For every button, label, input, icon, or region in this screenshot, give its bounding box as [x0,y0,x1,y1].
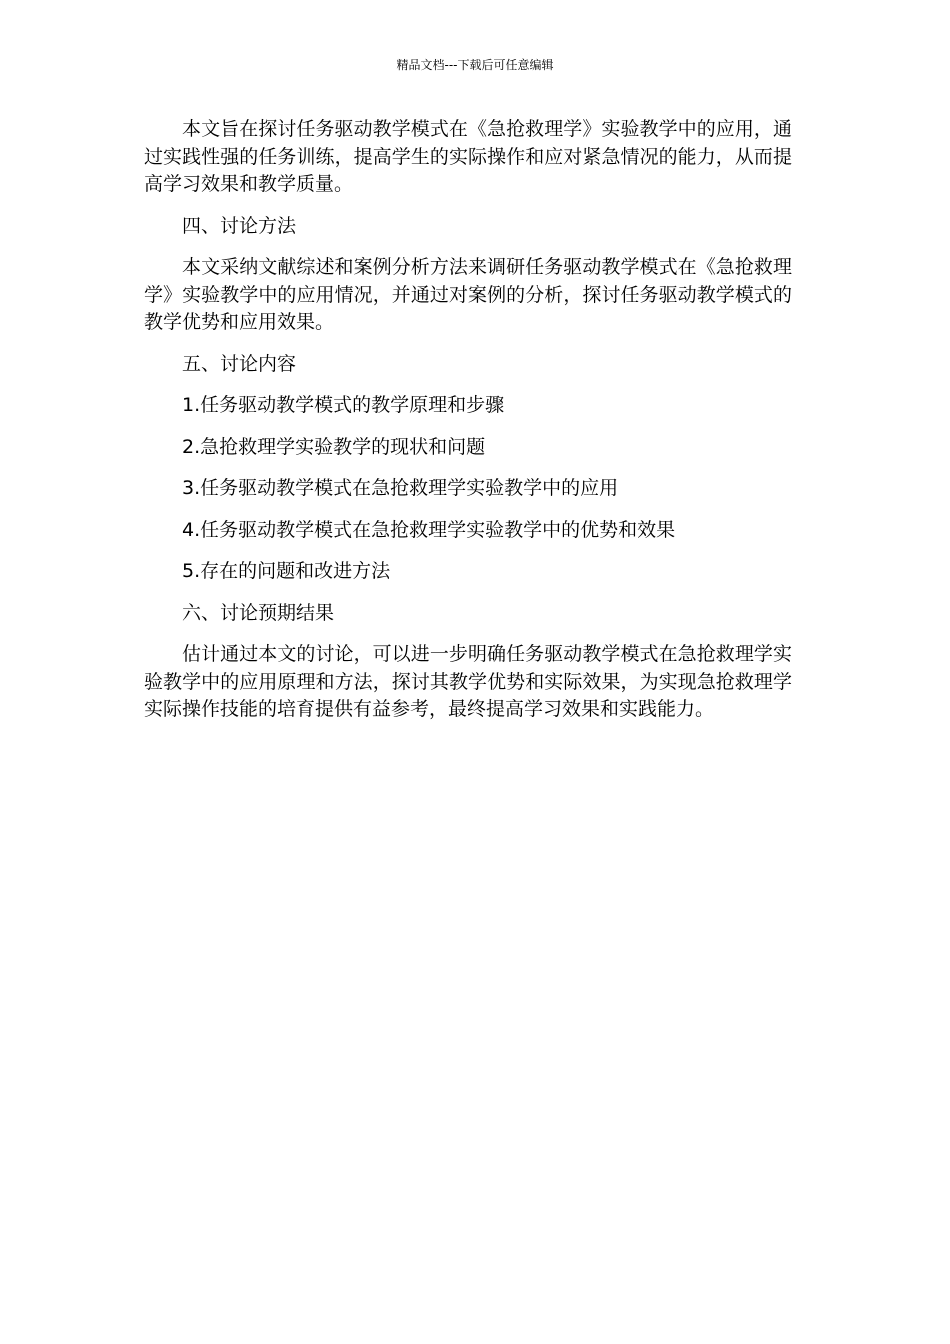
section-heading-content: 五、讨论内容 [182,352,297,375]
results-paragraph: 估计通过本文的讨论，可以进一步明确任务驱动教学模式在急抢救理学实验教学中的应用原理和方法，探讨其教学优势和实际效果，为实现急抢救理学实际操作技能的培育提供有益参考，最终提高学习效果和实践能力。 [144,643,792,720]
section-heading-methods: 四、讨论方法 [182,214,297,237]
content-list-item: 2.急抢救理学实验教学的现状和问题 [182,435,486,458]
content-list-item: 3.任务驱动教学模式在急抢救理学实验教学中的应用 [182,477,619,499]
content-list-item: 5.存在的问题和改进方法 [182,560,391,582]
purpose-paragraph: 本文旨在探讨任务驱动教学模式在《急抢救理学》实验教学中的应用，通过实践性强的任务训练，提高学生的实际操作和应对紧急情况的能力，从而提高学习效果和教学质量。 [144,118,792,195]
section-heading-expected-results: 六、讨论预期结果 [182,601,335,624]
content-list-item: 1.任务驱动教学模式的教学原理和步骤 [182,394,505,416]
page-header: 精品文档---下载后可任意编辑 [396,58,554,72]
document-body [144,116,792,724]
content-list-item: 4.任务驱动教学模式在急抢救理学实验教学中的优势和效果 [182,518,676,541]
method-paragraph: 本文采纳文献综述和案例分析方法来调研任务驱动教学模式在《急抢救理学》实验教学中的应用情况，并通过对案例的分析，探讨任务驱动教学模式的教学优势和应用效果。 [144,256,792,333]
